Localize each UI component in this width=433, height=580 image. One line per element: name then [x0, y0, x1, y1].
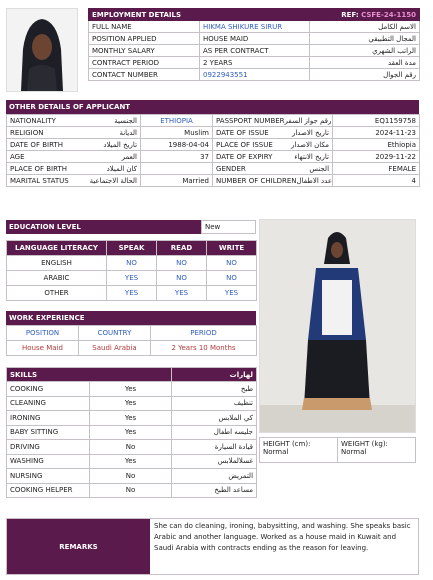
- other-label-ar: تاريخ الميلاد: [103, 140, 138, 149]
- work-experience: [6, 311, 256, 356]
- language-speak: NO: [107, 256, 157, 271]
- employment-label: FULL NAME: [89, 21, 200, 33]
- skill-row: [7, 425, 257, 440]
- other-label-en: GENDER: [216, 164, 246, 173]
- height-value: Normal: [263, 448, 289, 456]
- measurements: [259, 437, 416, 463]
- other-details: [6, 100, 419, 187]
- ref-value: CSFE-24-1150: [361, 10, 416, 19]
- skill-name: IRONING: [7, 411, 90, 426]
- full-body-image: [260, 220, 415, 432]
- skill-name-ar: طبخ: [172, 382, 257, 397]
- other-label-en: DATE OF EXPIRY: [216, 152, 273, 161]
- skill-value: Yes: [90, 382, 172, 397]
- other-label-en: DATE OF BIRTH: [10, 140, 63, 149]
- skill-name: CLEANING: [7, 396, 90, 411]
- other-value-right: Ethiopia: [333, 139, 420, 151]
- skill-row: [7, 396, 257, 411]
- skills-header-row: [7, 368, 257, 382]
- employment-label-ar: رقم الجوال: [310, 69, 420, 81]
- weight-box: [338, 438, 415, 462]
- other-label-left: [7, 175, 141, 187]
- speak-header: SPEAK: [107, 241, 157, 256]
- country-header: COUNTRY: [79, 326, 151, 341]
- other-label-left-wrap: [10, 117, 137, 125]
- other-details-row: [7, 127, 420, 139]
- employment-value: 2 YEARS: [200, 57, 310, 69]
- skill-name-ar: كي الملابس: [172, 411, 257, 426]
- ref-cell: [310, 9, 420, 21]
- skill-row: [7, 469, 257, 484]
- other-label-right-wrap: [216, 176, 332, 185]
- employment-header: EMPLOYMENT DETAILS: [89, 9, 310, 21]
- skill-value: Yes: [90, 425, 172, 440]
- employment-row: [89, 69, 420, 81]
- education-label: EDUCATION LEVEL: [6, 220, 201, 234]
- other-label-en: NUMBER OF CHILDREN: [216, 176, 297, 185]
- skill-value: Yes: [90, 411, 172, 426]
- other-value-right: 2029-11-22: [333, 151, 420, 163]
- weight-value: Normal: [341, 448, 367, 456]
- other-details-header: OTHER DETAILS OF APPLICANT: [6, 100, 419, 114]
- employment-row: [89, 33, 420, 45]
- other-details-row: [7, 151, 420, 163]
- other-label-ar: الجنس: [309, 164, 330, 173]
- other-value-left: Muslim: [141, 127, 213, 139]
- work-experience-header: WORK EXPERIENCE: [6, 311, 256, 325]
- skill-name-ar: تنظيف: [172, 396, 257, 411]
- language-write: NO: [207, 271, 257, 286]
- skill-value: No: [90, 483, 172, 498]
- other-label-left: [7, 139, 141, 151]
- skill-value: Yes: [90, 454, 172, 469]
- remarks-label: REMARKS: [7, 519, 150, 574]
- skill-name: BABY SITTING: [7, 425, 90, 440]
- employment-label-ar: الاسم الكامل: [310, 21, 420, 33]
- position-header: POSITION: [7, 326, 79, 341]
- skills-header: SKILLS: [7, 368, 172, 382]
- language-row: [7, 271, 257, 286]
- skill-value: Yes: [90, 396, 172, 411]
- other-label-ar: الجنسية: [114, 116, 138, 125]
- skill-name: NURSING: [7, 469, 90, 484]
- other-label-left-wrap: [10, 141, 137, 149]
- other-label-ar: كان الميلاد: [106, 164, 138, 173]
- skill-name-ar: التمريض: [172, 469, 257, 484]
- portrait-image: [7, 9, 77, 91]
- language-name: ENGLISH: [7, 256, 107, 271]
- language-speak: YES: [107, 271, 157, 286]
- other-label-left: [7, 163, 141, 175]
- skill-name: DRIVING: [7, 440, 90, 455]
- other-label-en: DATE OF ISSUE: [216, 128, 269, 137]
- other-value-right: EQ1159758: [333, 115, 420, 127]
- employment-details: [88, 8, 419, 81]
- employment-label-ar: مدة العقد: [310, 57, 420, 69]
- skill-name-ar: جليسه اطفال: [172, 425, 257, 440]
- other-label-right-wrap: [216, 116, 332, 125]
- language-read: NO: [157, 256, 207, 271]
- height-label: HEIGHT (cm):: [263, 440, 311, 448]
- skill-row: [7, 411, 257, 426]
- full-body-photo: [259, 219, 416, 433]
- employment-value: HIKMA SHIKURE SIRUR: [200, 21, 310, 33]
- experience-position: House Maid: [7, 341, 79, 356]
- employment-value: AS PER CONTRACT: [200, 45, 310, 57]
- other-label-ar: رقم جواز السفر: [284, 116, 332, 125]
- weight-label: WEIGHT (kg):: [341, 440, 388, 448]
- other-label-right-wrap: [216, 165, 329, 173]
- language-write: NO: [207, 256, 257, 271]
- employment-label: POSITION APPLIED: [89, 33, 200, 45]
- experience-header-row: [7, 326, 257, 341]
- other-label-left-wrap: [10, 165, 137, 173]
- other-label-en: PASSPORT NUMBER: [216, 116, 285, 125]
- education-level: [6, 220, 256, 234]
- other-label-en: PLACE OF ISSUE: [216, 140, 273, 149]
- employment-row: [89, 21, 420, 33]
- skill-name-ar: غسلالملابس: [172, 454, 257, 469]
- skill-row: [7, 454, 257, 469]
- other-value-right: 2024-11-23: [333, 127, 420, 139]
- other-label-right: [213, 127, 333, 139]
- other-label-right-wrap: [216, 153, 329, 161]
- employment-label-ar: المجال التطبيقي: [310, 33, 420, 45]
- experience-country: Saudi Arabia: [79, 341, 151, 356]
- skill-row: [7, 483, 257, 498]
- other-label-left: [7, 115, 141, 127]
- other-label-right: [213, 115, 333, 127]
- other-label-left: [7, 127, 141, 139]
- other-value-right: FEMALE: [333, 163, 420, 175]
- other-value-right: 4: [333, 175, 420, 187]
- other-label-ar: الديانة: [119, 128, 138, 137]
- employment-label: CONTRACT PERIOD: [89, 57, 200, 69]
- other-label-left: [7, 151, 141, 163]
- ref-label: REF:: [341, 10, 359, 19]
- employment-value: HOUSE MAID: [200, 33, 310, 45]
- language-header: LANGUAGE LITERACY: [7, 241, 107, 256]
- language-header-row: [7, 241, 257, 256]
- skill-name: WASHING: [7, 454, 90, 469]
- other-label-ar: العمر: [121, 152, 138, 161]
- skills-header-ar: لهارات: [172, 368, 257, 382]
- other-label-right-wrap: [216, 129, 329, 137]
- other-label-en: AGE: [10, 152, 25, 161]
- other-label-en: PLACE OF BIRTH: [10, 164, 68, 173]
- language-read: NO: [157, 271, 207, 286]
- other-details-row: [7, 115, 420, 127]
- skill-row: [7, 382, 257, 397]
- other-label-left-wrap: [10, 129, 137, 137]
- language-literacy: [6, 240, 256, 301]
- experience-row: [7, 341, 257, 356]
- other-value-left: ETHIOPIA: [141, 115, 213, 127]
- other-label-ar: تاريخ الانتهاء: [294, 152, 330, 161]
- education-value: New: [201, 220, 256, 234]
- other-label-ar: تاريخ الاصدار: [291, 128, 330, 137]
- remarks: [6, 518, 419, 575]
- remarks-text: She can do cleaning, ironing, babysitting, and washing. She speaks basic Arabic and another language. Worked as a house maid in Kuwait and Saudi Arabia with contracts ending as the reason for leaving.: [154, 522, 411, 552]
- height-box: [260, 438, 338, 462]
- language-speak: YES: [107, 286, 157, 301]
- employment-label-ar: الراتب الشهري: [310, 45, 420, 57]
- skill-name-ar: قيادة السيارة: [172, 440, 257, 455]
- employment-row: [89, 45, 420, 57]
- other-label-en: MARITAL STATUS: [10, 176, 69, 185]
- other-value-left: 37: [141, 151, 213, 163]
- other-label-right: [213, 139, 333, 151]
- other-label-en: RELIGION: [10, 128, 44, 137]
- other-label-right: [213, 151, 333, 163]
- other-label-ar: مكان الاصدار: [291, 140, 330, 149]
- employment-label: CONTACT NUMBER: [89, 69, 200, 81]
- employment-row: [89, 57, 420, 69]
- read-header: READ: [157, 241, 207, 256]
- other-label-right: [213, 163, 333, 175]
- other-value-left: 1988-04-04: [141, 139, 213, 151]
- skill-name: COOKING: [7, 382, 90, 397]
- period-header: PERIOD: [151, 326, 257, 341]
- other-value-left: [141, 163, 213, 175]
- skill-name-ar: مساعد الطبخ: [172, 483, 257, 498]
- skill-name: COOKING HELPER: [7, 483, 90, 498]
- other-details-row: [7, 163, 420, 175]
- other-label-ar: الحالة الاجتماعية: [89, 176, 138, 185]
- other-label-en: NATIONALITY: [10, 116, 56, 125]
- skill-value: No: [90, 469, 172, 484]
- experience-period: 2 Years 10 Months: [151, 341, 257, 356]
- language-name: OTHER: [7, 286, 107, 301]
- other-label-right: [213, 175, 333, 187]
- other-label-left-wrap: [10, 177, 137, 185]
- language-read: YES: [157, 286, 207, 301]
- other-label-right-wrap: [216, 141, 329, 149]
- language-row: [7, 256, 257, 271]
- other-value-left: Married: [141, 175, 213, 187]
- skills: [6, 367, 256, 498]
- language-name: ARABIC: [7, 271, 107, 286]
- other-details-row: [7, 175, 420, 187]
- employment-label: MONTHLY SALARY: [89, 45, 200, 57]
- employment-value: 0922943551: [200, 69, 310, 81]
- skill-value: No: [90, 440, 172, 455]
- other-details-row: [7, 139, 420, 151]
- portrait-photo: [6, 8, 78, 92]
- language-row: [7, 286, 257, 301]
- write-header: WRITE: [207, 241, 257, 256]
- other-label-ar: عدد الاطفال: [296, 176, 332, 185]
- language-write: YES: [207, 286, 257, 301]
- skill-row: [7, 440, 257, 455]
- other-label-left-wrap: [10, 153, 137, 161]
